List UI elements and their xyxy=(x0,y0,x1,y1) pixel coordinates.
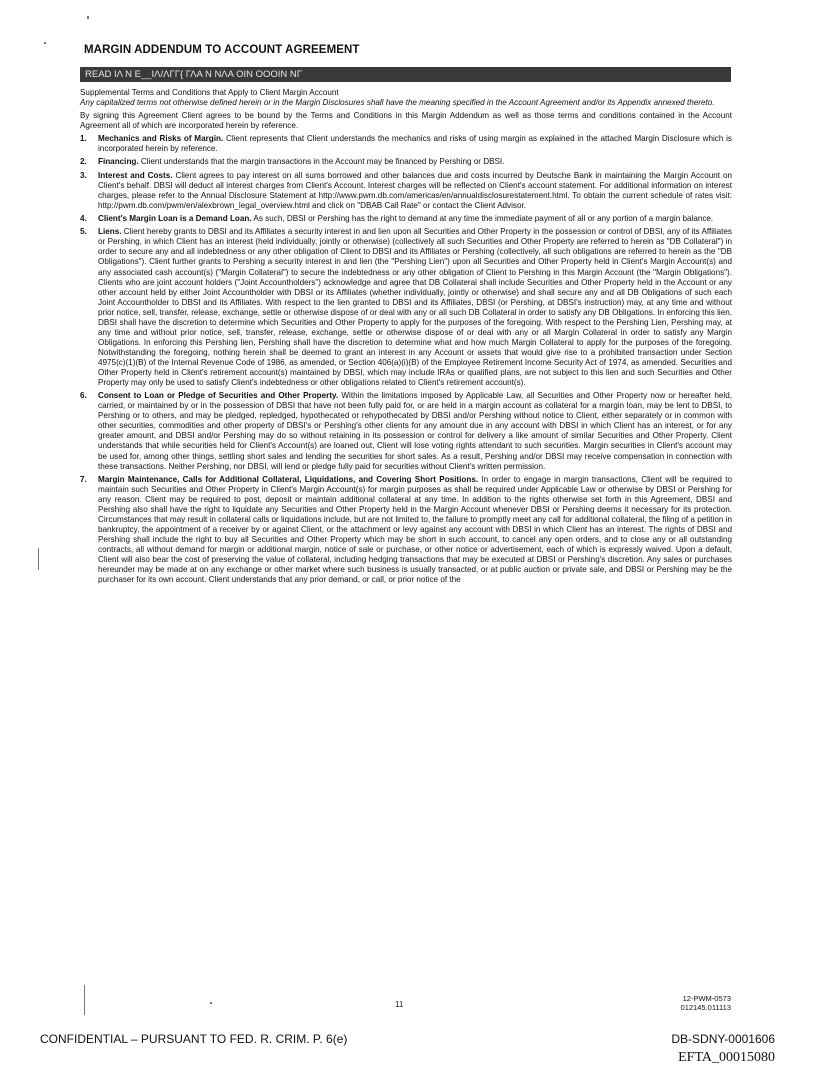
item-text: Client hereby grants to DBSI and its Affiliates a security interest in and lien upon all Securities and Other Property in the possession or control of DBSI, any of its Affiliates or Pershing, in which Client has an interest (held individually, jointly or otherwise) (collectively all such Securities and Other Property are referred to herein as "DB Collateral") in order to secure any and all indebtedness or any other obligation of Client to DBSI and its Affiliates or Pershing (collectively, all such obligations are referred to herein as the "DB Obligations"). Client further grants to Pershing a security interest in and lien (the "Pershing Lien") upon all Securities and Other Property held in Client's Margin Account(s) and any associated cash account(s) ("Margin Collateral") to secure the indebtedness or any other obligation of Client to Pershing in this Margin Account (the "Margin Obligations"). Clients who are joint account holders ("Joint Accountholders") acknowledge and agree that DB Collateral shall include Securities and Other Property held in the Account or any other account held by either Joint Accountholder with DBSI or its Affiliates (whether individually, jointly or otherwise) and shall secure any and all DB Obligations of such each Joint Accountholder to DBSI and its Affiliates. With respect to the lien granted to DBSI and its Affiliates, DBSI (or Pershing, at DBSI's instruction) may, at any time and without prior notice, sell, transfer, release, exchange, settle or otherwise dispose of or deal with any or all such DB Collateral in order to satisfy any DB Obligations. In enforcing this lien, DBSI shall have the discretion to determine which Securities and Other Property to apply for the purposes of the foregoing. With respect to the Pershing Lien, Pershing may, at any time and without prior notice, sell, transfer, release, exchange, settle or otherwise dispose of or deal with any or all Margin Collateral in order to satisfy any Margin Obligations. In enforcing this Pershing lien, Pershing shall have the discretion to determine what and how much Margin Collateral to apply for the purposes of the foregoing. Notwithstanding the foregoing, nothing herein shall be deemed to grant an interest in any Account or assets that would give rise to a prohibited transaction under Section 4975(c)(1)(B) of the Internal Revenue Code of 1986, as amended, or Section 406(a)(i)(B) of the Employee Retirement Income Security Act of 1974, as amended. Securities and Other Property held in Client's retirement account(s) maintained by DBSI, which may include IRAs or qualified plans, are not subject to this lien and such Securities and Other Property may only be used to satisfy Client's indebtedness or other obligations related to Client's retirement account(s). xyxy=(98,227,732,388)
page-title: MARGIN ADDENDUM TO ACCOUNT AGREEMENT xyxy=(84,44,360,56)
intro-italic-note: Any capitalized terms not otherwise defined herein or in the Margin Disclosures shall have the meaning specified in the Account Agreement and/or its Appendix annexed thereto. xyxy=(80,98,715,108)
list-item xyxy=(80,227,732,388)
item-number: 2. xyxy=(80,157,87,167)
item-number: 5. xyxy=(80,227,87,237)
list-item xyxy=(80,475,732,586)
list-item xyxy=(80,171,732,211)
item-text: Client agrees to pay interest on all sums borrowed and other balances due and costs incurred by Deutsche Bank in maintaining the Margin Account on Client's behalf. DBSI will deduct all interest charges from Client's Account. Interest charges will be reflected on Client's account statement. For additional information on interest charges, please refer to the Annual Disclosure Statement at http://www.pwm.db.com/americas/en/annualdisclosurestatement.html. To obtain the current schedule of rates visit: http://pwm.db.com/pwm/en/alexbrown_legal_overview.html and click on "DBAB Call Rate" or contact the Client Advisor. xyxy=(98,170,732,210)
item-heading: Financing. xyxy=(98,157,139,167)
item-heading: Mechanics and Risks of Margin. xyxy=(98,134,224,144)
item-number: 1. xyxy=(80,134,87,144)
item-heading: Client's Margin Loan is a Demand Loan. xyxy=(98,214,252,224)
intro-paragraph: By signing this Agreement Client agrees to be bound by the Terms and Conditions in this Margin Addendum as well as those terms and conditions contained in the Account Agreement all of which are incorporated herein by reference. xyxy=(80,111,732,131)
item-number: 7. xyxy=(80,474,87,484)
item-text: Within the limitations imposed by Applicable Law, all Securities and Other Property now or hereafter held, carried, or maintained by or in the possession of DBSI that have not been fully paid for, or are held in a margin account as collateral for a margin loan, may be lent to DBSI, to Pershing or to others, and may be pledged, repledged, hypothecated or rehypothecated by DBSI and/or Pershing without notice to Client, either separately or in common with other securities, commodities and other property of DBSI's or Pershing's other clients for any amount due in any account with DBSI in which Client has an interest, or for any greater amount, and DBSI and/or Pershing may do so without retaining in its possession or control for delivery a like amount of similar Securities and Other Property. Client understands that while securities held for Client's Account(s) are loaned out, Client will lose voting rights attendant to such securities. Margin securities in Client's account may be used for, among other things, settling short sales and lending the securities for short sales. As a result, Pershing and/or DBSI may receive compensation in connection with these transactions. Neither Pershing, nor DBSI, will lend or pledge fully paid for securities without Client's written permission. xyxy=(98,391,732,471)
item-text: Client understands that the margin transactions in the Account may be financed by Pershing or DBSI. xyxy=(138,157,505,167)
scan-mark xyxy=(84,985,85,1015)
scan-mark xyxy=(210,1002,212,1004)
list-item xyxy=(80,214,732,224)
confidential-notice: CONFIDENTIAL – PURSUANT TO FED. R. CRIM. P. 6(e) xyxy=(40,1032,348,1046)
list-item xyxy=(80,134,732,154)
item-text: In order to engage in margin transactions, Client will be required to maintain such Securities and Other Property in Client's Margin Account(s) for margin purposes as shall be required under Applicable Law or otherwise by DBSI or Pershing for any reason. Client may be required to post, deposit or maintain additional collateral at any time. In addition to the rights otherwise set forth in this Agreement, DBSI and Pershing also shall have the right to liquidate any Securities and Other Property held in the Margin Account whenever DBSI or Pershing deems it necessary for its protection. Circumstances that may result in collateral calls or liquidations include, but are not limited to, the failure to promptly meet any call for additional collateral, the filing of a petition in bankruptcy, the appointment of a receiver by or against Client, or the attachment or levy against any account with DBSI in which Client has an interest. The rights of DBSI and Pershing shall include the right to buy all Securities and Other Property which may be short in such account, to cancel any open orders, and to close any or all outstanding contracts, all without demand for margin or additional margin, notice of sale or purchase, or other notice or advertisement, each of which is expressly waived. Upon a default, Client will also bear the cost of preserving the value of collateral, including hedging transactions that may be executed at DBSI or Pershing's discretion. Any sales or purchases hereunder may be made at on any exchange or other market where such business is usually transacted, or at public auction or private sale, and DBSI or Pershing may be the purchaser for its own account. Client understands that any prior demand, or call, or prior notice of the xyxy=(98,474,733,585)
scan-mark xyxy=(38,548,39,570)
item-number: 4. xyxy=(80,214,87,224)
item-text: Client represents that Client understands the mechanics and risks of using margin as explained in the attached Margin Disclosure which is incorporated herein by reference. xyxy=(98,134,732,154)
document-body xyxy=(80,88,732,589)
document-code xyxy=(681,994,731,1012)
item-text: As such, DBSI or Pershing has the right to demand at any time the immediate payment of all or any portion of a margin balance. xyxy=(251,214,714,224)
scan-mark xyxy=(87,16,89,19)
scan-mark xyxy=(44,42,46,44)
page-number: 11 xyxy=(395,1000,404,1009)
item-heading: Liens. xyxy=(98,227,122,237)
item-number: 3. xyxy=(80,170,87,180)
terms-list xyxy=(80,134,732,585)
list-item xyxy=(80,157,732,167)
item-heading: Interest and Costs. xyxy=(98,170,173,180)
bates-number: EFTA_00015080 xyxy=(678,1050,775,1065)
section-banner: READ ΙΛ Ν Ε__ΙΛ/ΛΓΓ{ ΓΛΑ Ν ΝΛΑ ΟΙΝ ΟΟΟΙΝ ΝΓ xyxy=(80,67,731,82)
form-number: 12-PWM-0573 xyxy=(682,994,731,1003)
item-number: 6. xyxy=(80,391,87,401)
item-heading: Margin Maintenance, Calls for Additional Collateral, Liquidations, and Covering Short Positions. xyxy=(98,474,479,484)
intro-heading: Supplemental Terms and Conditions that Apply to Client Margin Account xyxy=(80,88,339,97)
item-heading: Consent to Loan or Pledge of Securities and Other Property. xyxy=(98,391,339,401)
list-item xyxy=(80,391,732,471)
form-revision: 012145.011113 xyxy=(680,1003,731,1012)
production-id: DB-SDNY-0001606 xyxy=(671,1032,775,1046)
